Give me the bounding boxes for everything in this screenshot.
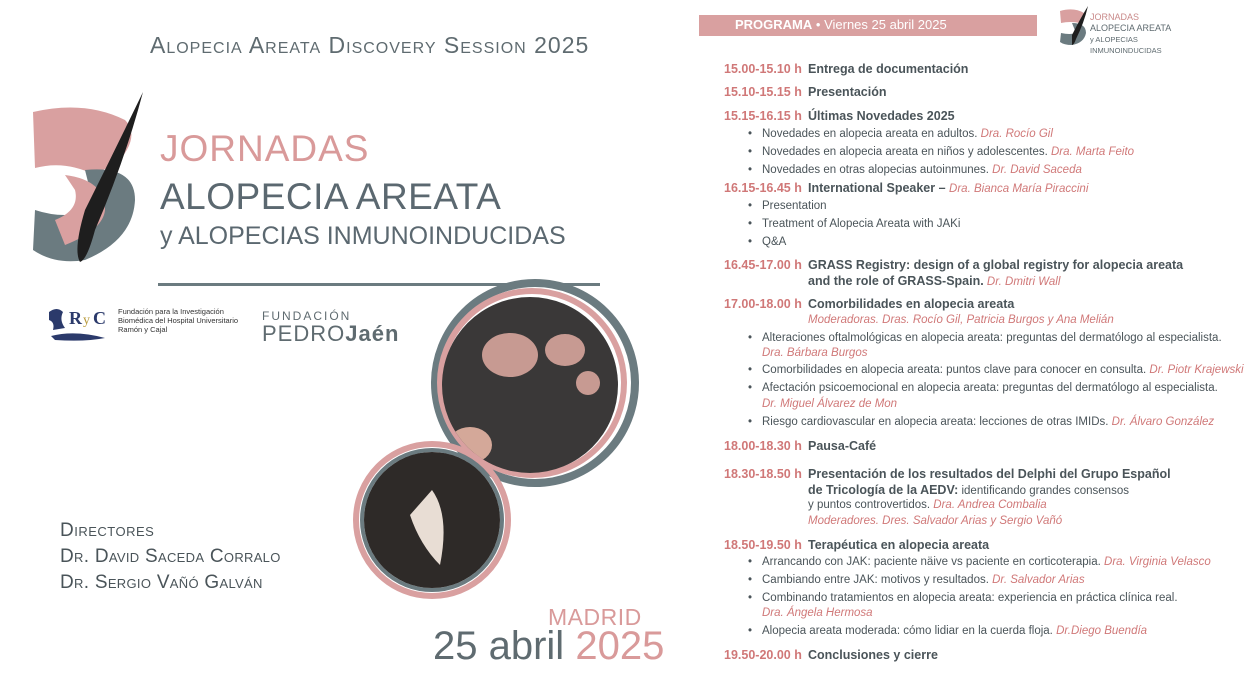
slot-title: Últimas Novedades 2025 [808,109,955,123]
item-speaker: Dra. Bárbara Burgos [762,347,868,359]
jornadas-line1: JORNADAS [160,128,370,169]
event-date [433,624,664,669]
slot-speaker: Dra. Bianca María Piraccini [949,183,1089,195]
list-item [750,625,1147,637]
item-text: Afectación psicoemocional en alopecia areata: preguntas del dermatólogo al especialista. [762,382,1218,394]
item-speaker: Dr. Miguel Álvarez de Mon [762,398,898,410]
scalp-photos-image [360,275,650,615]
fpj-jaen: Jaén [345,321,400,346]
slot-time: 18.00-18.30 h [724,439,802,453]
event-day-month: 25 abril [433,624,565,668]
list-item [750,128,1053,140]
program-slot [724,181,1088,195]
program-sep: • [812,17,825,32]
slot-title: Presentación [808,85,887,99]
item-text: Alteraciones oftalmológicas en alopecia areata: preguntas del dermatólogo al especialista. [762,332,1222,344]
program-slot [724,62,968,76]
item-speaker: Dra. Virginia Velasco [1104,556,1211,568]
slot-desc1: identificando grandes consensos [958,485,1129,497]
fpj-pedro: PEDRO [262,321,346,346]
item-speaker: Dr.Diego Buendía [1056,625,1148,637]
small-logo-l2: ALOPECIA AREATA [1090,23,1172,33]
slot-time: 18.30-18.50 h [724,467,802,481]
moderators: Moderadoras. Dras. Rocío Gil, Patricia Burgos y Ana Melián [808,314,1114,326]
slot-time: 15.15-16.15 h [724,109,802,123]
list-item [750,164,1082,176]
list-item [750,592,1178,604]
item-text: Riesgo cardiovascular en alopecia areata: lecciones de otras IMIDs. [762,416,1109,428]
event-title: Alopecia Areata Discovery Session 2025 [150,32,590,58]
list-item [750,574,1085,586]
slot-title: International Speaker – [808,181,946,195]
list-item [750,556,1211,568]
program-header [735,17,947,32]
slot-title: GRASS Registry: design of a global registry for alopecia areata [808,258,1184,272]
list-item [750,364,1244,376]
item-text: Combinando tratamientos en alopecia areata: experiencia en práctica clínica real. [762,592,1178,604]
item-text: Alopecia areata moderada: cómo lidiar en la cuerda floja. [762,625,1053,637]
item-speaker: Dra. Marta Feito [1051,146,1135,158]
slot-speaker: Dra. Andrea Combalia [933,499,1047,511]
jornadas-logo-icon [25,90,155,270]
item-speaker: Dra. Rocío Gil [980,128,1053,140]
program-slot [724,258,1183,272]
item-speaker: Dr. Salvador Arias [992,574,1085,586]
slot-title: Presentación de los resultados del Delphi del Grupo Español [808,467,1171,481]
program-slot [724,439,876,453]
program-slot [724,297,1014,311]
item-text: Presentation [762,200,827,212]
slot-title: Terapéutica en alopecia areata [808,538,990,552]
slot-title: Conclusiones y cierre [808,648,938,662]
slot-time: 15.00-15.10 h [724,62,802,76]
city: MADRID [548,604,642,630]
jornadas-line3: y ALOPECIAS INMUNOINDUCIDAS [160,222,566,250]
svg-text:y: y [83,313,90,328]
list-item [750,236,786,248]
directors-title: Directores [60,520,155,541]
svg-text:C: C [93,308,106,328]
item-speaker: Dr. Piotr Krajewski [1149,364,1244,376]
item-text: Treatment of Alopecia Areata with JAKi [762,218,961,230]
item-speaker: Dr. Álvaro González [1111,416,1215,428]
slot-title2: de Tricología de la AEDV: [808,483,959,497]
fpj-line1: FUNDACIÓN [262,309,352,323]
slot-desc2: y puntos controvertidos. [808,499,931,511]
item-text: Novedades en alopecia areata en adultos. [762,128,978,140]
list-item [750,416,1214,428]
item-speaker: Dra. Ángela Hermosa [762,607,873,619]
program-date: Viernes 25 abril 2025 [824,17,947,32]
moderators: Moderadores. Dres. Salvador Arias y Sergio Vañó [808,515,1063,527]
program-slot [724,467,1171,481]
item-text: Novedades en otras alopecias autoinmunes. [762,164,989,176]
list-item [750,382,1218,394]
slot-speaker: Dr. Dmitri Wall [986,276,1061,288]
item-text: Cambiando entre JAK: motivos y resultados. [762,574,989,586]
slot-continuation [808,499,1047,511]
slot-time: 18.50-19.50 h [724,538,802,552]
director-name-2: Dr. Sergio Vañó Galván [60,572,263,593]
list-item [750,218,960,230]
director-name-1: Dr. David Saceda Corralo [60,546,281,567]
list-item [750,200,827,212]
list-item [750,146,1134,158]
small-logo-text [1090,12,1200,56]
small-logo-l1: JORNADAS [1090,12,1140,22]
slot-time: 19.50-20.00 h [724,648,802,662]
item-text: Comorbilidades en alopecia areata: puntos clave para conocer en consulta. [762,364,1147,376]
jornadas-line2: ALOPECIA AREATA [160,176,502,217]
slot-title: Comorbilidades en alopecia areata [808,297,1015,311]
item-text: Q&A [762,236,787,248]
slot-continuation [808,483,1129,497]
slot-continuation [808,274,1060,288]
slot-time: 17.00-18.00 h [724,297,802,311]
list-item [750,332,1222,344]
item-speaker: Dr. David Saceda [992,164,1082,176]
program-label: PROGRAMA [735,17,813,32]
program-slot [724,109,955,123]
slot-time: 16.45-17.00 h [724,258,802,272]
small-logo-l3: y ALOPECIAS INMUNOINDUCIDAS [1090,35,1162,55]
slot-time: 15.10-15.15 h [724,85,802,99]
item-text: Arrancando con JAK: paciente näive vs paciente en corticoterapia. [762,556,1101,568]
program-slot [724,538,989,552]
item-text: Novedades en alopecia areata en niños y adolescentes. [762,146,1048,158]
slot-title2: and the role of GRASS-Spain. [808,274,984,288]
slot-title: Entrega de documentación [808,62,969,76]
program-slot [724,85,887,99]
program-slot [724,648,938,662]
event-year: 2025 [575,624,665,668]
small-jornadas-logo-icon [1058,5,1092,47]
slot-title: Pausa-Café [808,439,877,453]
ryc-foundation-text: Fundación para la Investigación Biomédica del Hospital Universitario Ramón y Cajal [118,307,239,334]
slot-time: 16.15-16.45 h [724,181,802,195]
svg-text:R: R [69,308,82,328]
